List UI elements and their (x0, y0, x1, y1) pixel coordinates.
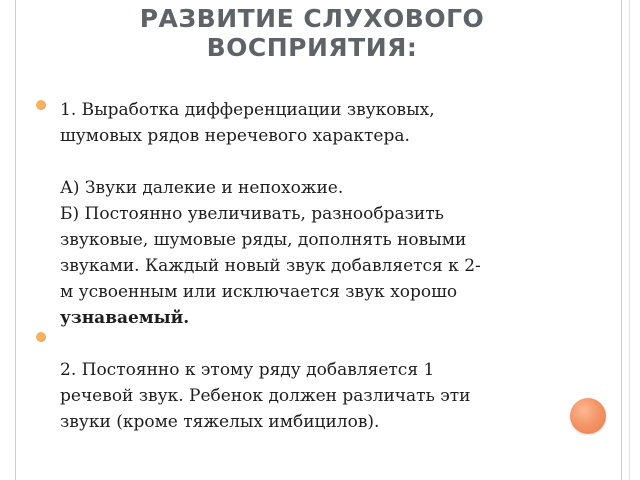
slide-body (60, 97, 560, 435)
item1-point-b-line3: звуками. Каждый новый звук добавляется к 2- (60, 256, 481, 276)
item1-point-b-line4: м усвоенным или исключается звук хорошо (60, 282, 458, 302)
item2-line3: звуки (кроме тяжелых имбицилов). (60, 412, 380, 432)
bullet-dot-icon (36, 100, 46, 110)
title-line-1: РАЗВИТИЕ СЛУХОВОГО (139, 4, 485, 33)
item1-point-a: А) Звуки далекие и непохожие. (60, 178, 344, 198)
item1-point-b-line5: узнаваемый. (60, 308, 190, 328)
slide-title (32, 4, 592, 62)
item1-point-b-line2: звуковые, шумовые ряды, дополнять новыми (60, 230, 467, 250)
list-item (60, 331, 560, 435)
orange-circle-icon (570, 398, 606, 434)
item1-line2: шумовых рядов неречевого характера. (60, 126, 410, 146)
item1-line1: 1. Выработка дифференциации звуковых, (60, 100, 435, 120)
list-item (60, 97, 560, 331)
title-line-2: ВОСПРИЯТИЯ: (206, 33, 418, 62)
item1-point-b-line1: Б) Постоянно увеличивать, разнообразить (60, 204, 444, 224)
bullet-dot-icon (36, 332, 46, 342)
item2-line1: 2. Постоянно к этому ряду добавляется 1 (60, 360, 435, 380)
item2-line2: речевой звук. Ребенок должен различать эти (60, 386, 471, 406)
